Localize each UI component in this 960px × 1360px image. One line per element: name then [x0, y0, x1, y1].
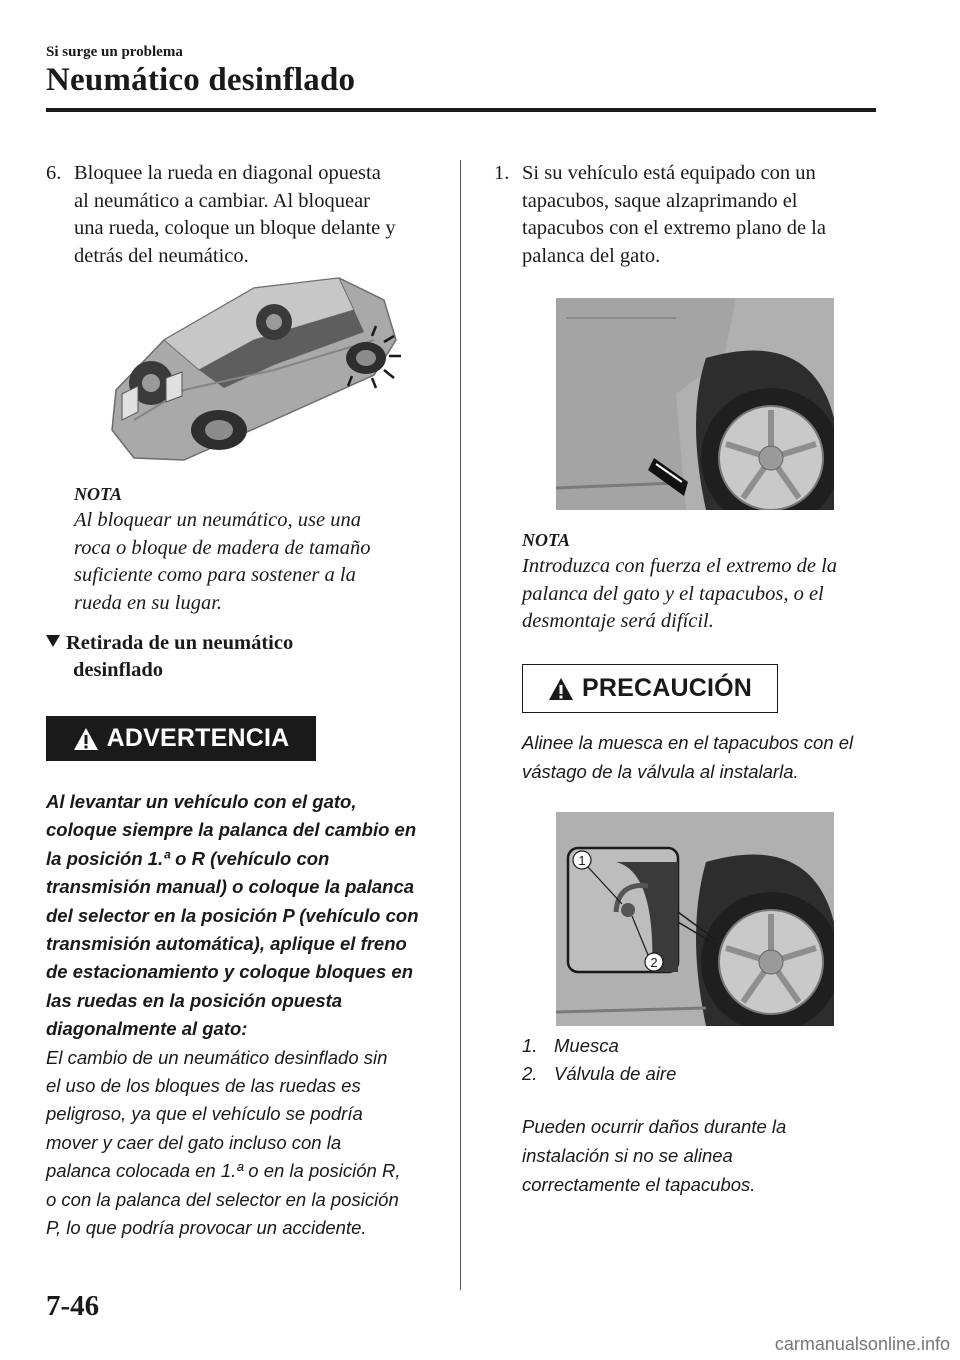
caution-line: Alinee la muesca en el tapacubos con el: [522, 732, 854, 753]
note-line: suficiente como para sostener a la: [74, 564, 356, 586]
step-6: [46, 160, 446, 270]
note-heading: NOTA: [522, 530, 571, 550]
subheading-line: desinflado: [73, 659, 163, 681]
legend-item: 2. Válvula de aire: [522, 1063, 677, 1084]
subheading: [46, 630, 446, 684]
page-number: 7-46: [46, 1290, 100, 1322]
warning-line: P, lo que podría provocar un accidente.: [46, 1217, 367, 1239]
warning-line: palanca colocada en 1.ª o en la posición R,: [46, 1160, 401, 1182]
note-line: desmontaje será difícil.: [522, 610, 714, 632]
legend-item: 1. Muesca: [522, 1035, 619, 1056]
step-6-line: una rueda, coloque un bloque delante y: [74, 217, 396, 239]
step-1-number: 1.: [494, 162, 510, 184]
caution-after-text: [522, 1112, 922, 1199]
note-line: Introduzca con fuerza el extremo de la: [522, 555, 838, 577]
chapter-title: Neumático desinflado: [46, 62, 356, 98]
warning-bold-line: del selector en la posición P (vehículo con: [46, 904, 419, 926]
step-6-line: al neumático a cambiar. Al bloquear: [74, 189, 370, 212]
step-1-line: tapacubos, saque alzaprimando el: [522, 189, 798, 212]
warning-bold-line: transmisión automática), aplique el freno: [46, 933, 407, 955]
caution-after-line: instalación si no se alinea: [522, 1145, 733, 1166]
step-6-line: Bloquee la rueda en diagonal opuesta: [74, 162, 381, 184]
valve-notch-illustration: [556, 812, 834, 1026]
step-1-line: Si su vehículo está equipado con un: [522, 162, 816, 184]
warning-bold-line: diagonalmente al gato:: [46, 1018, 248, 1040]
step-1-line: palanca del gato.: [522, 244, 661, 267]
caution-label: PRECAUCIÓN: [581, 674, 753, 702]
callout-1: 1: [578, 853, 586, 868]
note-block-right: [522, 530, 902, 636]
step-1-line: tapacubos con el extremo plano de la: [522, 217, 826, 239]
callout-2: 2: [650, 955, 658, 970]
caution-after-line: Pueden ocurrir daños durante la: [522, 1116, 787, 1137]
warning-bold-line: de estacionamiento y coloque bloques en: [46, 961, 413, 983]
hubcap-removal-illustration: [556, 298, 834, 510]
step-1: [494, 160, 894, 270]
warning-line: el uso de los bloques de las ruedas es: [46, 1075, 361, 1097]
car-wheel-chock-illustration: [104, 270, 406, 464]
warning-bold-line: Al levantar un vehículo con el gato,: [46, 791, 357, 812]
column-divider: [460, 160, 461, 1290]
caution-text: [522, 728, 922, 786]
triangle-down-icon: [46, 635, 60, 647]
note-heading: NOTA: [74, 484, 123, 504]
warning-line: mover y caer del gato incluso con la: [46, 1131, 342, 1153]
warning-line: peligroso, ya que el vehículo se podría: [46, 1103, 363, 1125]
note-line: palanca del gato y el tapacubos, o el: [522, 582, 824, 605]
step-6-number: 6.: [46, 162, 62, 184]
warning-triangle-icon: [548, 677, 574, 701]
warning-bold-line: transmisión manual) o coloque la palanca: [46, 876, 415, 898]
step-6-line: detrás del neumático.: [74, 244, 249, 267]
note-line: rueda en su lugar.: [74, 591, 223, 614]
warning-bold-line: las ruedas en la posición opuesta: [46, 989, 343, 1011]
legend-list: [522, 1032, 902, 1088]
watermark: carmanualsonline.info: [774, 1334, 950, 1354]
caution-banner: [522, 664, 778, 713]
caution-after-line: correctamente el tapacubos.: [522, 1174, 756, 1195]
warning-line: El cambio de un neumático desinflado sin: [46, 1046, 388, 1068]
warning-banner: [46, 716, 316, 761]
caution-line: vástago de la válvula al instalarla.: [522, 761, 799, 782]
note-line: Al bloquear un neumático, use una: [74, 509, 361, 531]
subheading-line: Retirada de un neumático: [66, 632, 294, 654]
note-block: [74, 484, 454, 617]
warning-text: [46, 788, 456, 1243]
note-line: roca o bloque de madera de tamaño: [74, 536, 371, 559]
section-title: Si surge un problema: [46, 44, 183, 60]
warning-line: o con la palanca del selector en la posición: [46, 1188, 399, 1210]
warning-bold-line: coloque siempre la palanca del cambio en: [46, 819, 417, 841]
warning-bold-line: la posición 1.ª o R (vehículo con: [46, 847, 330, 869]
title-rule: [46, 108, 876, 112]
warning-label: ADVERTENCIA: [106, 724, 290, 752]
warning-triangle-icon: [73, 727, 99, 751]
